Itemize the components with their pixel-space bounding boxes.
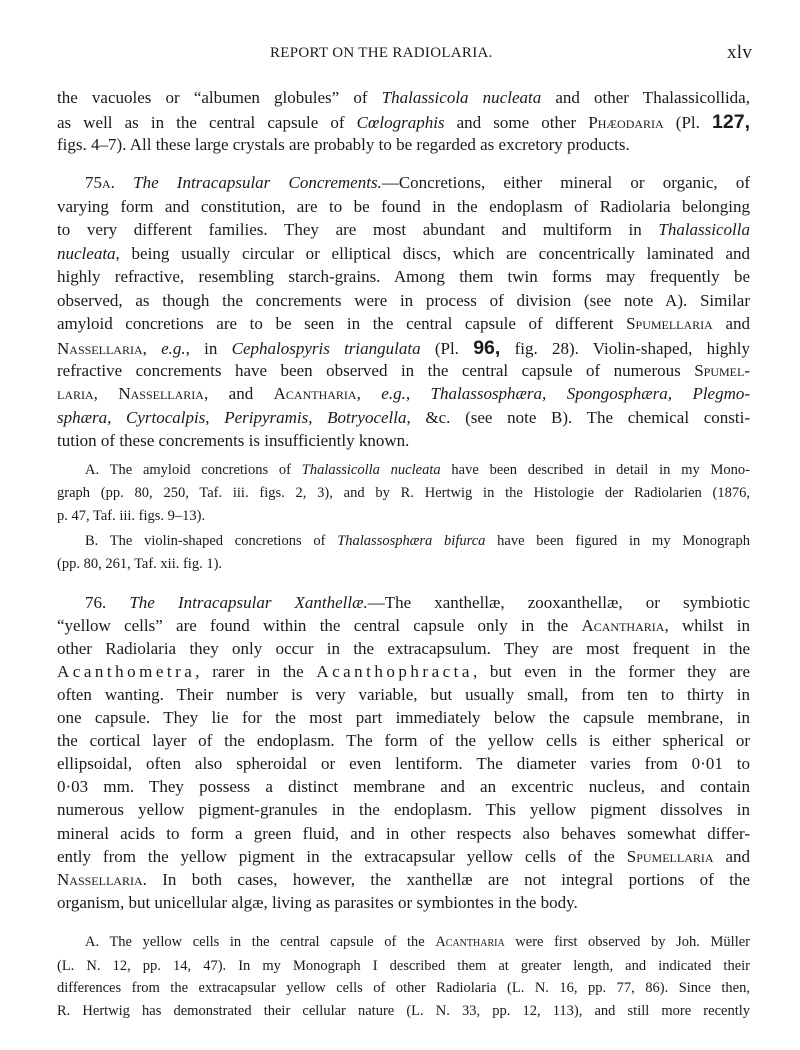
text-line: [85, 592, 750, 614]
small-caps-text: Nassellaria: [118, 384, 204, 403]
text-line: [57, 337, 750, 359]
running-title: REPORT ON THE RADIOLARIA.: [270, 45, 493, 61]
text-line: [57, 383, 750, 405]
italic-text: Thalassosphæra bifurca: [337, 533, 486, 549]
text-run: other Radiolaria they only occur in the extracapsulum. They are most frequent in the: [57, 639, 750, 658]
text-line: [57, 977, 750, 999]
italic-text: e.g.: [381, 384, 406, 403]
text-run: , and: [203, 384, 274, 403]
text-run: and: [712, 314, 751, 333]
text-run: have been described in detail in my Mono-: [440, 462, 750, 478]
text-line: [85, 530, 750, 552]
text-run: and other Thalassicollida,: [541, 88, 750, 107]
italic-text: Thalassosphæra, Spongosphæra, Plegmo-: [430, 384, 751, 403]
text-run: organism, but unicellular algæ, living as parasites or symbiontes in the body.: [57, 893, 578, 912]
small-caps-text: a.: [102, 173, 115, 192]
text-line: [57, 869, 750, 891]
text-run: . In both cases, however, the xanthellæ are not integral portions of the: [142, 870, 750, 889]
text-run: and some other: [444, 113, 589, 132]
small-caps-text: Spumellaria: [626, 847, 714, 866]
text-run: graph (pp. 80, 250, Taf. iii. figs. 2, 3), and by R. Hertwig in the Histologie der Radiolarien (1876,: [57, 485, 750, 501]
text-line: [57, 196, 750, 218]
text-line: [57, 111, 750, 133]
text-run: B. The violin-shaped concretions of: [85, 533, 338, 549]
text-line: [85, 459, 750, 481]
text-run: A. The yellow cells in the central capsule of the: [85, 934, 436, 950]
text-run: as well as in the central capsule of: [57, 113, 357, 132]
text-line: [57, 823, 750, 845]
page-number: xlv: [727, 42, 753, 63]
text-run: 75: [85, 173, 102, 192]
small-caps-text: Acantharia: [435, 934, 505, 950]
italic-text: Thalassicolla nucleata: [301, 462, 441, 478]
italic-text: sphæra, Cyrtocalpis, Peripyramis, Botryocella: [57, 408, 407, 427]
text-run: highly refractive, resembling starch-grains. Among them twin forms may frequently be: [57, 267, 750, 286]
spaced-text: Acanthometra: [57, 662, 196, 681]
text-line: [57, 799, 750, 821]
text-run: [115, 173, 133, 192]
text-run: to very different families. They are most abundant and multiform in: [57, 220, 659, 239]
text-run: tution of these concrements is insufficiently known.: [57, 431, 410, 450]
text-run: , whilst in: [664, 616, 750, 635]
text-run: mineral acids to form a green fluid, and in other respects also behaves somewhat differ-: [57, 824, 750, 843]
italic-text: The Intracapsular Xanthellæ.: [129, 593, 368, 612]
small-caps-text: Acantharia: [581, 616, 665, 635]
italic-text: Thalassicola nucleata: [381, 88, 542, 107]
text-run: one capsule. They lie for the most part immediately below the capsule membrane, in: [57, 708, 750, 727]
text-line: [57, 615, 750, 637]
plate-number: 96,: [473, 337, 501, 359]
text-line: [57, 776, 750, 798]
text-line: [57, 87, 750, 109]
text-run: the vacuoles or “albumen globules” of: [57, 88, 382, 107]
text-run: , but even in the former they are: [472, 662, 750, 681]
text-run: (Pl.: [663, 113, 712, 132]
plate-number: 127,: [711, 111, 750, 133]
text-run: fig. 28). Violin-shaped, highly: [500, 339, 751, 358]
text-run: 76.: [85, 593, 130, 612]
text-run: , being usually circular or elliptical discs, which are concentrically laminated and: [115, 244, 750, 263]
text-run: p. 47, Taf. iii. figs. 9–13).: [57, 508, 206, 524]
spaced-text: Acanthophracta: [316, 662, 473, 681]
small-caps-text: Spumel-: [694, 361, 750, 380]
text-run: (pp. 80, 261, Taf. xii. fig. 1).: [57, 556, 223, 572]
text-line: [85, 931, 750, 953]
text-run: (Pl.: [420, 339, 474, 358]
italic-text: The Intracapsular Concrements.: [133, 173, 382, 192]
text-run: , &c. (see note B). The chemical consti-: [406, 408, 750, 427]
text-run: amyloid concretions are to be seen in the central capsule of different: [57, 314, 627, 333]
text-run: ,: [405, 384, 431, 403]
text-run: were first observed by Joh. Müller: [504, 934, 750, 950]
text-run: (L. N. 12, pp. 14, 47). In my Monograph I described them at greater length, and indicated their: [57, 958, 750, 974]
text-line: [57, 553, 750, 575]
text-line: [57, 730, 750, 752]
italic-text: Cephalospyris triangulata: [231, 339, 421, 358]
text-line: [57, 707, 750, 729]
text-line: [57, 407, 750, 429]
small-caps-text: Nassellaria: [57, 339, 143, 358]
text-line: [57, 892, 750, 914]
text-run: R. Hertwig has demonstrated their cellular nature (L. N. 33, pp. 12, 113), and still more recently: [57, 1003, 750, 1019]
text-line: [57, 684, 750, 706]
small-caps-text: Phæodaria: [588, 113, 664, 132]
text-line: [57, 360, 750, 382]
text-run: —Concretions, either mineral or organic, of: [381, 173, 751, 192]
text-line: [85, 172, 750, 194]
text-line: [57, 243, 750, 265]
text-run: ,: [356, 384, 382, 403]
text-run: differences from the extracapsular yellow cells of other Radiolaria (L. N. 16, pp. 77, 86). Since then,: [57, 980, 750, 996]
text-run: numerous yellow pigment-granules in the endoplasm. This yellow pigment dissolves in: [57, 800, 750, 819]
italic-text: e.g.: [161, 339, 186, 358]
text-line: [57, 313, 750, 335]
text-run: figs. 4–7). All these large crystals are probably to be regarded as excretory products.: [57, 135, 630, 154]
text-line: [57, 638, 750, 660]
text-run: “yellow cells” are found within the central capsule only in the: [57, 616, 582, 635]
text-line: [57, 505, 750, 527]
text-run: the cortical layer of the endoplasm. The form of the yellow cells is either spherical or: [57, 731, 750, 750]
text-line: [57, 219, 750, 241]
text-line: [57, 290, 750, 312]
text-run: ,: [93, 384, 119, 403]
small-caps-text: Acantharia: [273, 384, 357, 403]
text-run: —The xanthellæ, zooxanthellæ, or symbiotic: [367, 593, 750, 612]
text-line: [57, 955, 750, 977]
text-run: 0·03 mm. They possess a distinct membrane and an excentric nucleus, and contain: [57, 777, 750, 796]
text-run: often wanting. Their number is very variable, but usually small, from ten to thirty in: [57, 685, 750, 704]
text-run: ,: [142, 339, 162, 358]
small-caps-text: Nassellaria: [57, 870, 143, 889]
italic-text: Thalassicolla: [658, 220, 750, 239]
text-line: [57, 482, 750, 504]
text-line: [57, 134, 750, 156]
text-line: [57, 661, 750, 683]
text-run: , in: [185, 339, 232, 358]
text-run: , rarer in the: [195, 662, 317, 681]
text-line: [57, 266, 750, 288]
text-line: [57, 753, 750, 775]
italic-text: nucleata: [57, 244, 116, 263]
small-caps-text: Spumellaria: [626, 314, 713, 333]
text-run: and: [713, 847, 750, 866]
text-run: varying form and constitution, are to be found in the endoplasm of Radiolaria belonging: [57, 197, 750, 216]
text-line: [57, 846, 750, 868]
text-run: have been figured in my Monograph: [485, 533, 750, 549]
text-run: observed, as though the concrements were in process of division (see note A). Similar: [57, 291, 750, 310]
text-line: [57, 430, 750, 452]
italic-text: Cœlographis: [356, 113, 445, 132]
text-run: A. The amyloid concretions of: [85, 462, 302, 478]
text-line: [57, 1000, 750, 1022]
text-run: refractive concrements have been observed in the central capsule of numerous: [57, 361, 695, 380]
text-run: ently from the yellow pigment in the extracapsular yellow cells of the: [57, 847, 627, 866]
text-run: ellipsoidal, often also spheroidal or even lentiform. The diameter varies from 0·01 to: [57, 754, 750, 773]
small-caps-text: laria: [57, 384, 94, 403]
